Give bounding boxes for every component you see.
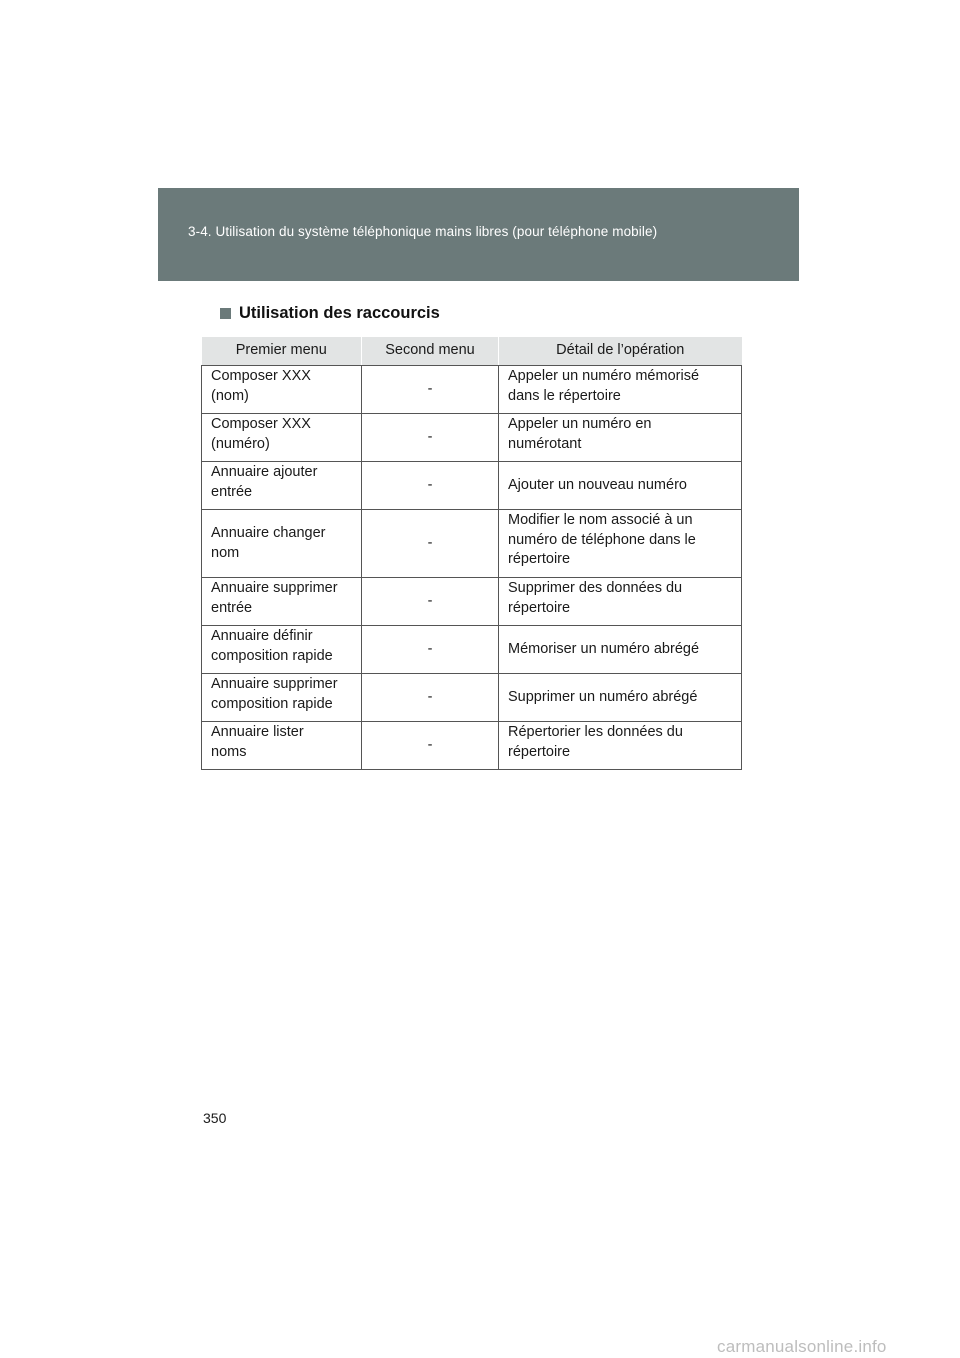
second-menu-cell: - bbox=[362, 578, 499, 626]
first-menu-cell: Annuaire supprimer entrée bbox=[202, 578, 362, 626]
operation-detail-cell: Appeler un numéro en numérotant bbox=[499, 414, 742, 462]
second-menu-cell: - bbox=[362, 414, 499, 462]
first-menu-cell: Annuaire définir composition rapide bbox=[202, 626, 362, 674]
operation-detail-cell: Appeler un numéro mémorisé dans le répertoire bbox=[499, 366, 742, 414]
first-menu-cell: Composer XXX (numéro) bbox=[202, 414, 362, 462]
second-menu-cell: - bbox=[362, 722, 499, 770]
shortcuts-table bbox=[201, 337, 742, 770]
table-row bbox=[202, 510, 742, 578]
first-menu-cell: Annuaire lister noms bbox=[202, 722, 362, 770]
chapter-header-band bbox=[158, 188, 799, 281]
header-operation-detail: Détail de l’opération bbox=[499, 337, 742, 366]
chapter-title: 3-4. Utilisation du système téléphonique mains libres (pour téléphone mobile) bbox=[188, 224, 658, 239]
page-number: 350 bbox=[203, 1110, 227, 1126]
operation-detail-cell: Supprimer un numéro abrégé bbox=[499, 674, 742, 722]
operation-detail-cell: Mémoriser un numéro abrégé bbox=[499, 626, 742, 674]
operation-detail-cell: Supprimer des données du répertoire bbox=[499, 578, 742, 626]
table-row bbox=[202, 674, 742, 722]
second-menu-cell: - bbox=[362, 462, 499, 510]
second-menu-cell: - bbox=[362, 674, 499, 722]
operation-detail-cell: Répertorier les données du répertoire bbox=[499, 722, 742, 770]
section-title: Utilisation des raccourcis bbox=[239, 304, 440, 322]
table-row bbox=[202, 578, 742, 626]
second-menu-cell: - bbox=[362, 510, 499, 578]
first-menu-cell: Annuaire supprimer composition rapide bbox=[202, 674, 362, 722]
header-second-menu: Second menu bbox=[362, 337, 499, 366]
second-menu-cell: - bbox=[362, 626, 499, 674]
table-row bbox=[202, 462, 742, 510]
square-bullet-icon bbox=[220, 308, 231, 319]
table-header-row bbox=[202, 337, 742, 366]
table-row bbox=[202, 626, 742, 674]
first-menu-cell: Composer XXX (nom) bbox=[202, 366, 362, 414]
table-row bbox=[202, 366, 742, 414]
second-menu-cell: - bbox=[362, 366, 499, 414]
first-menu-cell: Annuaire changer nom bbox=[202, 510, 362, 578]
header-first-menu: Premier menu bbox=[202, 337, 362, 366]
table-row bbox=[202, 722, 742, 770]
operation-detail-cell: Modifier le nom associé à un numéro de téléphone dans le répertoire bbox=[499, 510, 742, 578]
section-heading bbox=[220, 304, 440, 323]
first-menu-cell: Annuaire ajouter entrée bbox=[202, 462, 362, 510]
watermark: carmanualsonline.info bbox=[717, 1337, 887, 1356]
operation-detail-cell: Ajouter un nouveau numéro bbox=[499, 462, 742, 510]
table-row bbox=[202, 414, 742, 462]
